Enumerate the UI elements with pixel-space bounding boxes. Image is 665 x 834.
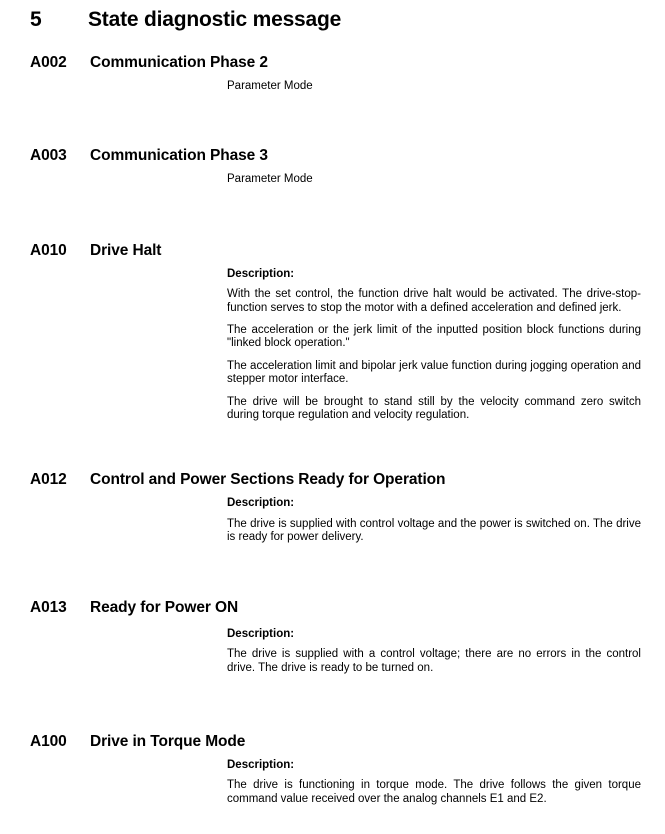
diagnostic-title: Communication Phase 2 [90, 54, 268, 71]
section-a100 [0, 733, 665, 806]
diagnostic-title: Ready for Power ON [90, 598, 239, 616]
diagnostic-code: A012 [30, 471, 67, 489]
description-label: Description: [227, 497, 295, 510]
description-paragraph: The drive is supplied with control voltage and the power is switched on. The drive is ready for power delivery. [227, 517, 641, 544]
section-heading [30, 54, 665, 71]
description-paragraph: The drive is functioning in torque mode. The drive follows the given torque command value received over the analog channels E1 and E2. [227, 779, 641, 805]
section-heading [30, 733, 665, 750]
section-a012 [0, 471, 665, 544]
section-heading [30, 599, 665, 616]
description-paragraph: The acceleration or the jerk limit of the inputted position block functions during "linked block operation." [227, 324, 641, 350]
description-paragraph: The acceleration limit and bipolar jerk value function during jogging operation and stepper motor interface. [227, 359, 641, 386]
chapter-heading [30, 8, 665, 31]
diagnostic-title: Drive Halt [90, 241, 162, 259]
section-body [227, 759, 641, 806]
diagnostic-code: A010 [30, 241, 67, 259]
section-a002 [0, 54, 665, 93]
section-a013 [0, 599, 665, 675]
diagnostic-title: Drive in Torque Mode [90, 732, 246, 750]
parameter-mode-text: Parameter Mode [227, 173, 313, 186]
diagnostic-code: A003 [30, 147, 67, 165]
diagnostic-title: Communication Phase 3 [90, 147, 268, 165]
description-label: Description: [227, 758, 295, 771]
section-body [227, 628, 641, 675]
chapter-number: 5 [30, 8, 42, 31]
section-body [227, 80, 641, 93]
section-heading [30, 471, 665, 488]
section-a010 [0, 242, 665, 423]
description-label: Description: [227, 627, 295, 640]
description-label: Description: [227, 267, 295, 280]
diagnostic-code: A100 [30, 732, 67, 750]
section-body [227, 173, 641, 186]
diagnostic-code: A002 [30, 54, 67, 71]
diagnostic-title: Control and Power Sections Ready for Operation [90, 471, 446, 489]
section-heading [30, 147, 665, 164]
description-paragraph: With the set control, the function drive halt would be activated. The drive-stop-function serves to stop the motor with a defined acceleration and defined jerk. [227, 288, 641, 314]
section-body [227, 268, 641, 423]
description-paragraph: The drive is supplied with a control voltage; there are no errors in the control drive. The drive is ready to be turned on. [227, 648, 641, 674]
section-a003 [0, 147, 665, 186]
section-heading [30, 242, 665, 259]
description-paragraph: The drive will be brought to stand still by the velocity command zero switch during torque regulation and velocity regulation. [227, 395, 641, 422]
chapter-title: State diagnostic message [88, 8, 342, 31]
parameter-mode-text: Parameter Mode [227, 80, 313, 92]
section-body [227, 497, 641, 544]
diagnostic-code: A013 [30, 598, 67, 616]
